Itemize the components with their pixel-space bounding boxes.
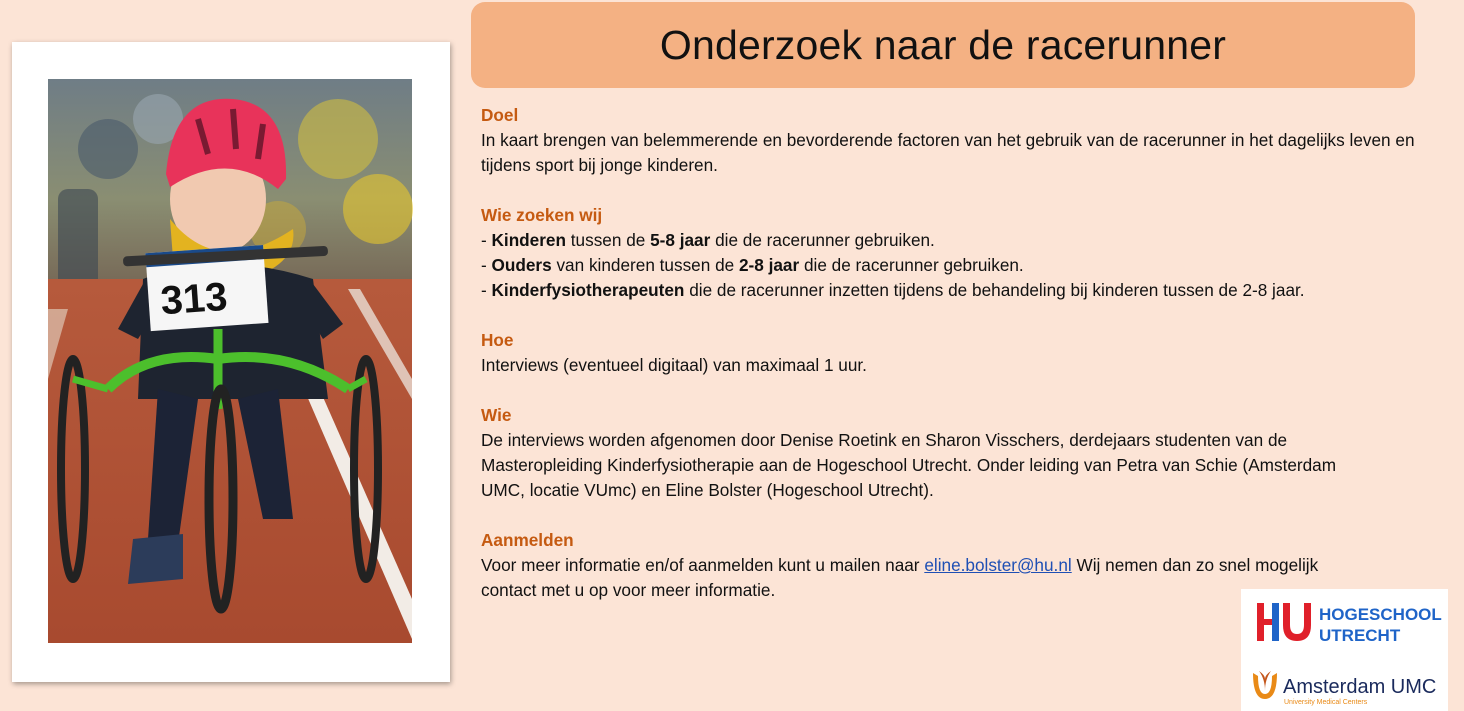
photo-frame (12, 42, 450, 682)
section-wie-zoeken-wij (481, 203, 1441, 303)
hu-name-line1: HOGESCHOOL (1319, 605, 1442, 624)
hu-name-line2: UTRECHT (1319, 626, 1401, 645)
list-item: - Kinderfysiotherapeuten die de racerunner inzetten tijdens de behandeling bij kinderen tussen de 2-8 jaar. (481, 280, 1305, 300)
section-aanmelden (481, 528, 1361, 603)
section-text: Voor meer informatie en/of aanmelden kunt u mailen naar eline.bolster@hu.nl Wij nemen dan zo snel mogelijk contact met u op voor meer informatie. (481, 555, 1319, 600)
title-banner (471, 2, 1415, 88)
section-heading: Wie (481, 405, 512, 425)
amc-name: Amsterdam UMC (1283, 676, 1437, 698)
content (481, 103, 1441, 628)
racerunner-photo (48, 79, 412, 643)
list-item: - Ouders van kinderen tussen de 2-8 jaar die de racerunner gebruiken. (481, 255, 1024, 275)
bib-number: 313 (159, 274, 229, 324)
amc-subtitle: University Medical Centers (1284, 699, 1368, 706)
section-text: De interviews worden afgenomen door Denise Roetink en Sharon Visschers, derdejaars studenten van de Masteropleiding Kinderfysiotherapie aan de Hogeschool Utrecht. Onder leiding van Petra van Schie (Amsterdam UMC, locatie VUmc) en Eline Bolster (Hogeschool Utrecht). (481, 430, 1337, 500)
section-hoe (481, 328, 1441, 378)
section-heading: Wie zoeken wij (481, 205, 603, 225)
section-text: In kaart brengen van belemmerende en bevorderende factoren van het gebruik van de racerunner in het dagelijks leven en tijdens sport bij jonge kinderen. (481, 130, 1415, 175)
section-heading: Aanmelden (481, 530, 574, 550)
partner-logos (1241, 589, 1448, 711)
section-heading: Hoe (481, 330, 514, 350)
section-doel (481, 103, 1441, 178)
section-text: Interviews (eventueel digitaal) van maximaal 1 uur. (481, 355, 867, 375)
list-item: - Kinderen tussen de 5-8 jaar die de racerunner gebruiken. (481, 230, 935, 250)
page-title: Onderzoek naar de racerunner (659, 21, 1227, 68)
amsterdam-umc-logo (1249, 667, 1445, 707)
email-link[interactable]: eline.bolster@hu.nl (924, 555, 1072, 575)
hogeschool-utrecht-logo (1255, 599, 1442, 647)
section-heading: Doel (481, 105, 519, 125)
section-wie (481, 403, 1361, 503)
